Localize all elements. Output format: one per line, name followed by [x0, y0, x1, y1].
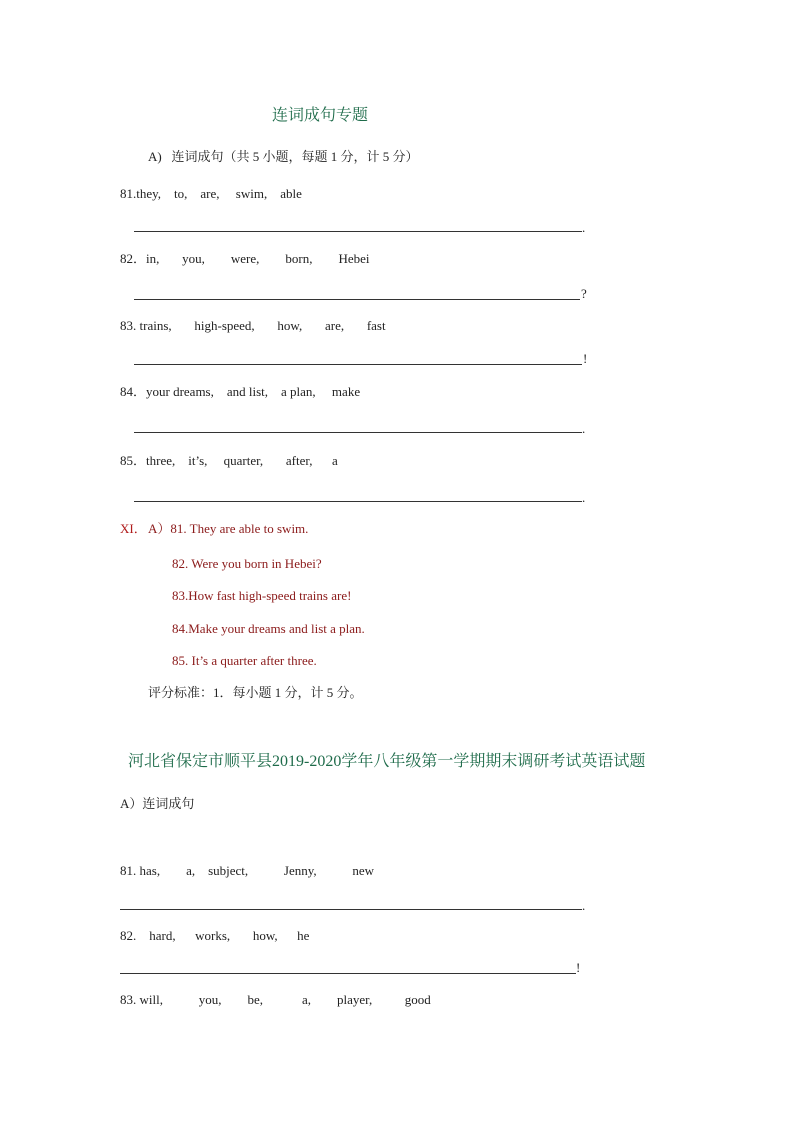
question-83-end-mark: ! — [583, 351, 588, 366]
exam-title: 河北省保定市顺平县2019-2020学年八年级第一学期期末调研考试英语试题 — [128, 753, 646, 770]
section2-question-82-end-mark: ! — [576, 960, 581, 975]
answer-key-prefix: XI． — [120, 521, 147, 536]
section2-answer-line-81 — [120, 909, 582, 910]
answer-line-81 — [134, 231, 582, 232]
grading-note: 评分标准：1．每小题 1 分，计 5 分。 — [148, 685, 363, 700]
answer-82: 82. Were you born in Hebei? — [172, 556, 322, 571]
question-81-words: 81.they, to, are, swim, able — [120, 186, 302, 201]
section2-heading: A）连词成句 — [120, 796, 195, 811]
question-84-end-mark: . — [582, 421, 586, 436]
question-83-words: 83. trains, high-speed, how, are, fast — [120, 318, 386, 333]
question-85-words: 85．three, it’s, quarter, after, a — [120, 453, 338, 468]
page-title: 连词成句专题 — [272, 107, 369, 124]
section2-question-82-words: 82. hard, works, how, he — [120, 928, 310, 943]
section-a-heading: A) 连词成句（共 5 小题，每题 1 分，计 5 分） — [148, 149, 419, 164]
section2-question-81-words: 81. has, a, subject, Jenny, new — [120, 863, 375, 878]
section2-question-81-end-mark: . — [582, 898, 586, 913]
question-85-end-mark: . — [582, 490, 586, 505]
section2-answer-line-82 — [120, 973, 576, 974]
answer-line-84 — [134, 432, 582, 433]
answer-85: 85. It’s a quarter after three. — [172, 653, 317, 668]
answer-line-82 — [134, 299, 580, 300]
answer-83: 83.How fast high-speed trains are! — [172, 588, 352, 603]
question-82-words: 82．in, you, were, born, Hebei — [120, 251, 370, 266]
answer-line-85 — [134, 501, 582, 502]
section2-question-83-words: 83. will, you, be, a, player, good — [120, 992, 431, 1007]
answer-84: 84.Make your dreams and list a plan. — [172, 621, 365, 636]
question-84-words: 84．your dreams, and list, a plan, make — [120, 384, 361, 399]
question-81-end-mark: . — [582, 220, 586, 235]
question-82-end-mark: ? — [581, 286, 587, 301]
answer-81: A）81. They are able to swim. — [148, 521, 309, 536]
answer-line-83 — [134, 364, 582, 365]
